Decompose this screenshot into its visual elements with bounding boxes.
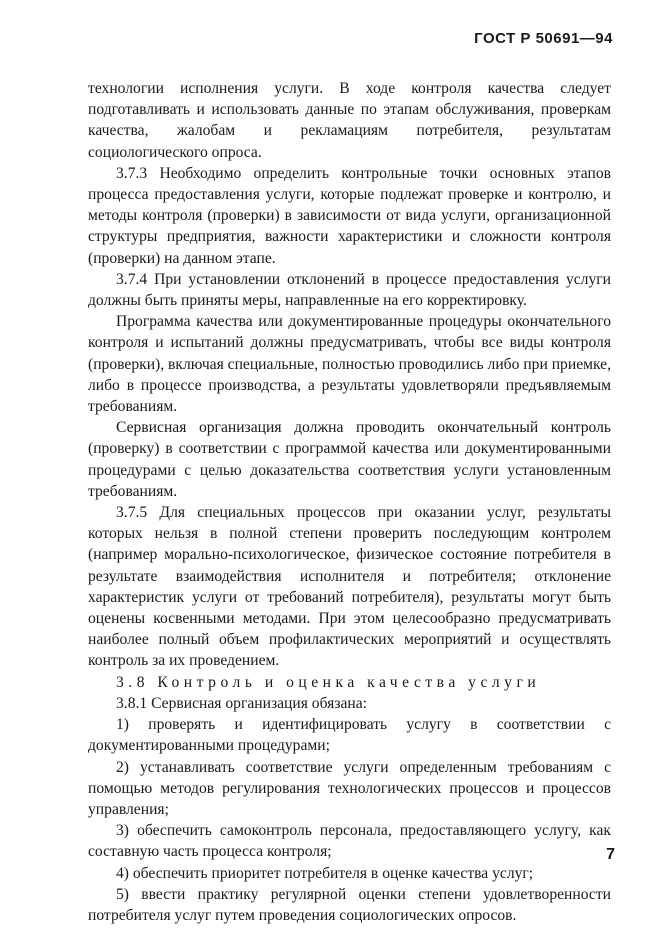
list-item-3: 3) обеспечить самоконтроль персонала, предоставляющего услугу, как составную часть процесса контроля; bbox=[88, 822, 611, 861]
page-number: 7 bbox=[606, 846, 615, 863]
paragraph-quality-program: Программа качества или документированные процедуры окончательного контроля и испытаний должны предусматривать, чтобы все виды контроля (проверки), включая специальные, полностью проводились либо при приемке, либо в процессе производства, а результаты удовлетворяли предъявляемым требованиям. bbox=[88, 313, 611, 416]
section-heading-3-8: 3.8 Контроль и оценка качества услуги bbox=[116, 673, 541, 691]
paragraph-continuation: технологии исполнения услуги. В ходе контроля качества следует подготавливать и использовать данные по этапам обслуживания, проверкам качества, жалобам и рекламациям потребителя, результатам социологического опроса. bbox=[88, 80, 611, 161]
standard-header: ГОСТ Р 50691—94 bbox=[474, 30, 613, 47]
list-item-1: 1) проверять и идентифицировать услугу в соответствии с документированными процедурами; bbox=[88, 716, 611, 755]
document-body bbox=[88, 78, 611, 926]
paragraph-3-7-3: 3.7.3 Необходимо определить контрольные точки основных этапов процесса предоставления услуги, которые подлежат проверке и контролю, и методы контроля (проверки) в зависимости от вида услуги, организационной структуры предприятия, важности характеристики и сложности контроля (проверки) на данном этапе. bbox=[88, 164, 611, 267]
paragraph-3-8-1: 3.8.1 Сервисная организация обязана: bbox=[116, 694, 367, 712]
list-item-5: 5) ввести практику регулярной оценки степени удовлетворенности потребителя услуг путем проведения социологических опросов. bbox=[88, 885, 611, 924]
paragraph-3-7-5: 3.7.5 Для специальных процессов при оказании услуг, результаты которых нельзя в полной степени проверить последующим контролем (например морально-психологическое, физическое состояние потребителя в результате взаимодействия исполнителя и потребителя; отклонение характеристик услуги от требований потребителя), результаты могут быть оценены косвенными методами. При этом целесообразно предусматривать наиболее полный объем профилактических мероприятий и осуществлять контроль за их проведением. bbox=[88, 504, 611, 670]
paragraph-service-organization: Сервисная организация должна проводить окончательный контроль (проверку) в соответствии с программой качества или документированными процедурами с целью доказательства соответствия услуги установленным требованиям. bbox=[88, 419, 611, 500]
paragraph-3-7-4: 3.7.4 При установлении отклонений в процессе предоставления услуги должны быть приняты меры, направленные на его корректировку. bbox=[88, 270, 611, 310]
list-item-4: 4) обеспечить приоритет потребителя в оценке качества услуг; bbox=[116, 864, 534, 882]
list-item-2: 2) устанавливать соответствие услуги определенным требованиям с помощью методов регулирования технологических процессов и процессов управления; bbox=[88, 758, 611, 818]
